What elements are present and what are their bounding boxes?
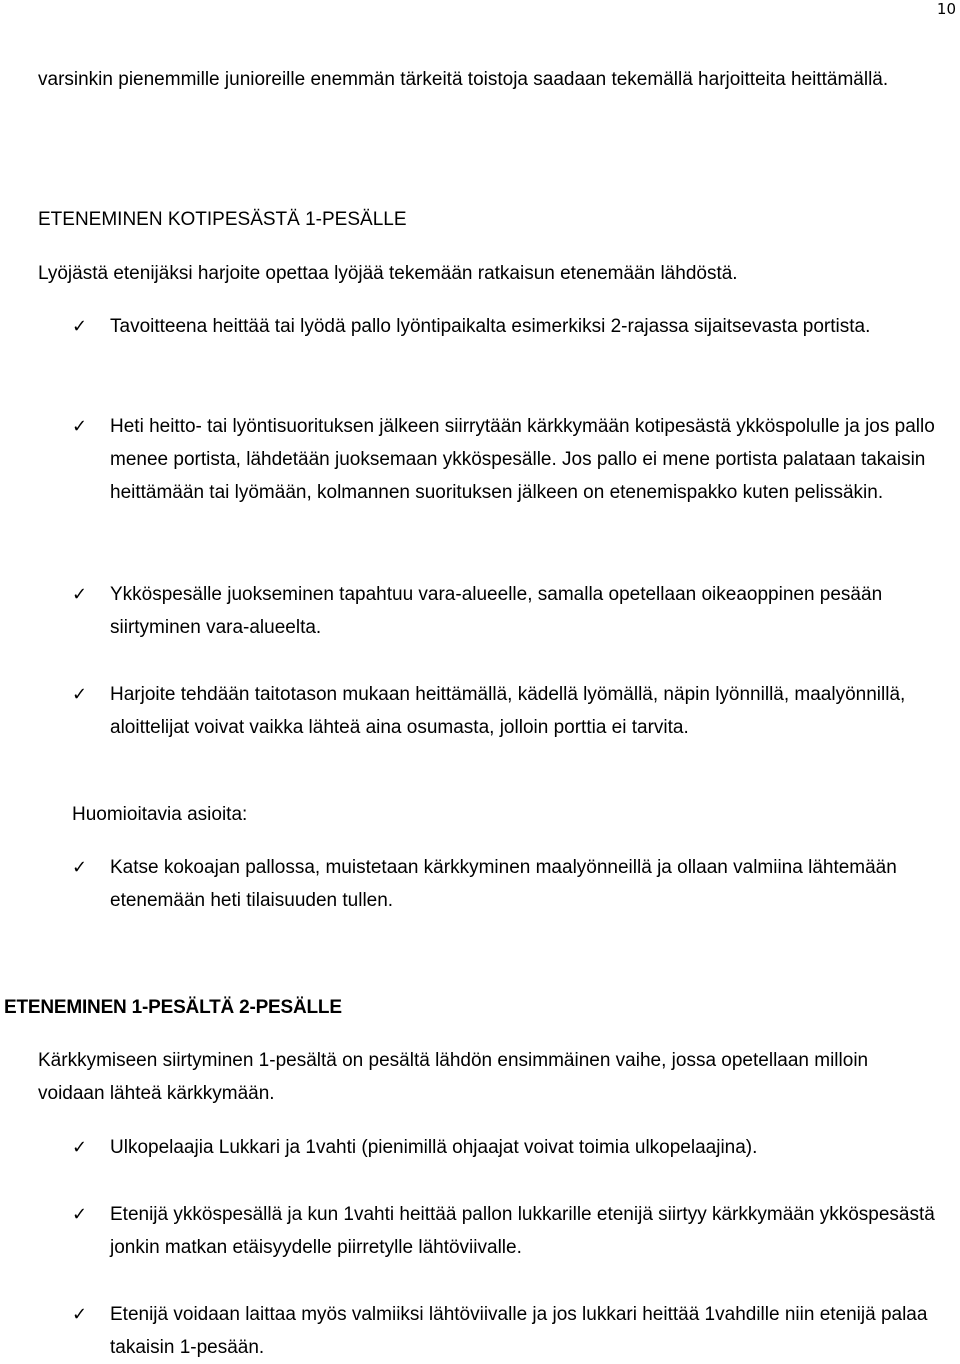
checkmark-icon: ✓ — [72, 684, 88, 705]
section-heading-1-pesalta: ETENEMINEN 1-PESÄLTÄ 2-PESÄLLE — [4, 997, 342, 1018]
list-item — [72, 1198, 942, 1264]
bullet-text: Harjoite tehdään taitotason mukaan heittämällä, kädellä lyömällä, näpin lyönnillä, maalyönnillä, aloittelijat voivat vaikka lähteä aina osumasta, jolloin porttia ei tarvita. — [110, 684, 906, 738]
list-item — [72, 1298, 942, 1364]
list-item — [72, 851, 942, 917]
list-item — [72, 1131, 942, 1164]
section2-lead: Kärkkymiseen siirtyminen 1-pesältä on pesältä lähdön ensimmäinen vaihe, jossa opetellaan milloin voidaan lähteä kärkkymään. — [38, 1050, 869, 1104]
bullet-text: Tavoitteena heittää tai lyödä pallo lyöntipaikalta esimerkiksi 2-rajassa sijaitsevasta portista. — [110, 316, 871, 337]
checkmark-icon: ✓ — [72, 1304, 88, 1325]
checkmark-icon: ✓ — [72, 584, 88, 605]
section-heading-kotipesasta: ETENEMINEN KOTIPESÄSTÄ 1-PESÄLLE — [38, 209, 407, 230]
bullet-text: Ulkopelaajia Lukkari ja 1vahti (pienimillä ohjaajat voivat toimia ulkopelaajina). — [110, 1137, 758, 1158]
checkmark-icon: ✓ — [72, 1137, 88, 1158]
bullet-text: Etenijä ykköspesällä ja kun 1vahti heittää pallon lukkarille etenijä siirtyy kärkkymään ykköspesästä jonkin matkan etäisyydelle piirretylle lähtöviivalle. — [110, 1204, 935, 1258]
checkmark-icon: ✓ — [72, 857, 88, 878]
list-item — [72, 310, 942, 343]
list-item — [72, 578, 942, 644]
bullet-text: Ykköspesälle juokseminen tapahtuu vara-alueelle, samalla opetellaan oikeaoppinen pesään siirtyminen vara-alueelta. — [110, 584, 883, 638]
list-item — [72, 678, 942, 744]
list-item — [72, 410, 942, 509]
intro-paragraph: varsinkin pienemmille junioreille enemmän tärkeitä toistoja saadaan tekemällä harjoitteita heittämällä. — [38, 69, 889, 90]
checkmark-icon: ✓ — [72, 416, 88, 437]
page-number: 10 — [936, 0, 956, 18]
bullet-text: Katse kokoajan pallossa, muistetaan kärkkyminen maalyönneillä ja ollaan valmiina lähtemään etenemään heti tilaisuuden tullen. — [110, 857, 897, 911]
section1-lead: Lyöjästä etenijäksi harjoite opettaa lyöjää tekemään ratkaisun etenemään lähdöstä. — [38, 263, 738, 284]
checkmark-icon: ✓ — [72, 316, 88, 337]
checkmark-icon: ✓ — [72, 1204, 88, 1225]
bullet-text: Etenijä voidaan laittaa myös valmiiksi lähtöviivalle ja jos lukkari heittää 1vahdille niin etenijä palaa takaisin 1-pesään. — [110, 1304, 928, 1358]
notes-heading: Huomioitavia asioita: — [72, 804, 248, 825]
bullet-text: Heti heitto- tai lyöntisuorituksen jälkeen siirrytään kärkkymään kotipesästä ykköspolulle ja jos pallo menee portista, lähdetään juoksemaan ykköspesälle. Jos pallo ei mene portista palataan takaisin heittämään tai lyömään, kolmannen suorituksen jälkeen on etenemispakko kuten pelissäkin. — [110, 416, 935, 503]
